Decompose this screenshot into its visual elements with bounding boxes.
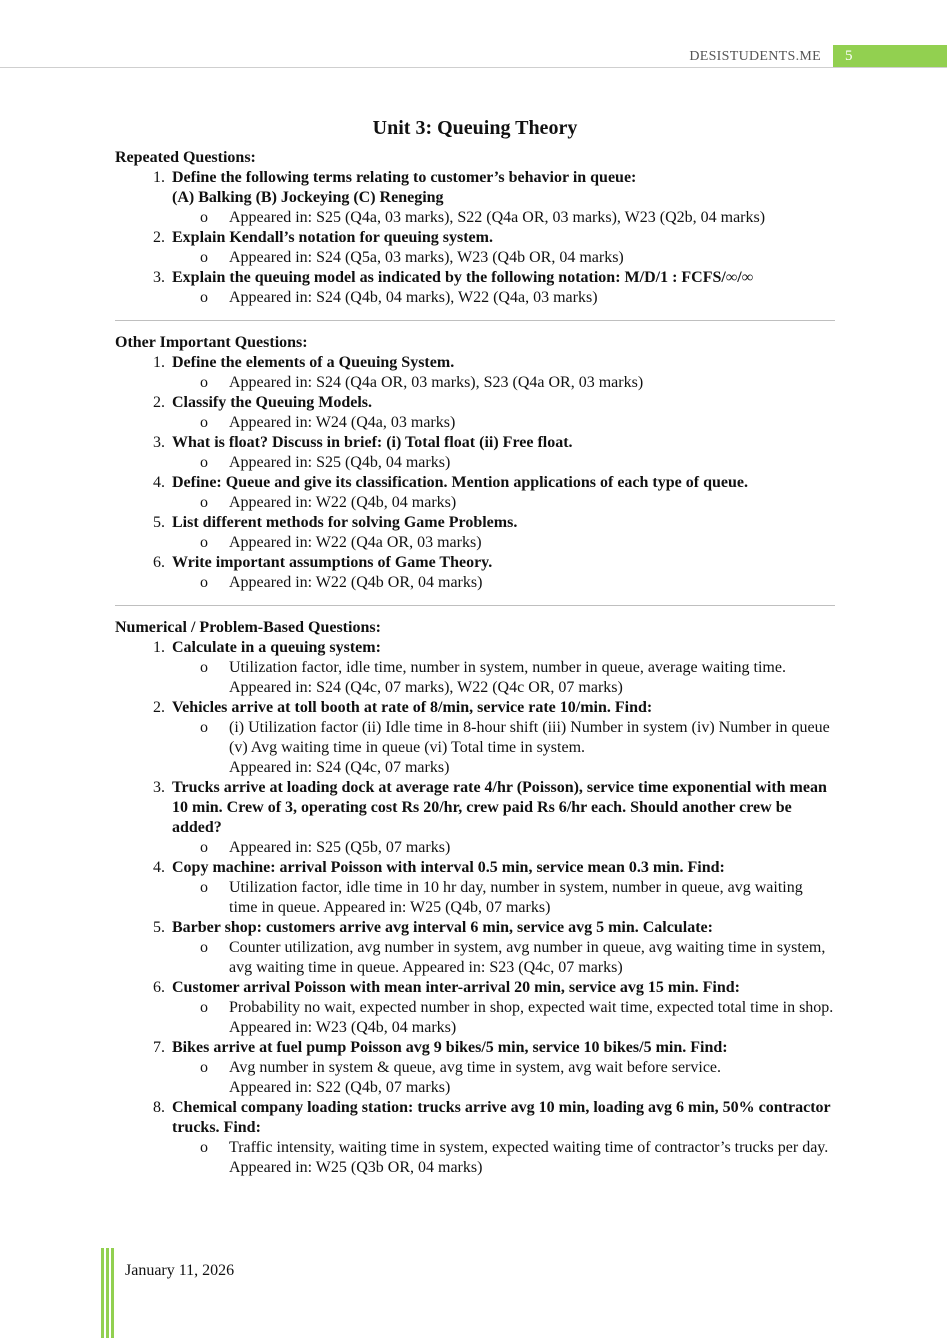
- appearance-note: [172, 658, 835, 678]
- bullet-marker: o: [200, 939, 208, 956]
- question-line: Bikes arrive at fuel pump Poisson avg 9 bikes/5 min, service 10 bikes/5 min. Find:: [172, 1039, 728, 1056]
- question-number: 1.: [153, 354, 165, 371]
- bullet-marker: o: [200, 879, 208, 896]
- appearance-text: Appeared in: S24 (Q4c, 07 marks), W22 (Q4c OR, 07 marks): [229, 679, 623, 696]
- question-text: [165, 228, 493, 248]
- question-item: [115, 393, 835, 413]
- section-divider: [115, 320, 835, 321]
- question-text: [165, 433, 573, 453]
- question-number: 3.: [153, 269, 165, 286]
- question-line: Write important assumptions of Game Theory.: [172, 554, 493, 571]
- question-line: Classify the Queuing Models.: [172, 394, 373, 411]
- footer-date: January 11, 2026: [125, 1262, 235, 1279]
- question-item: [115, 638, 835, 658]
- question-item: [115, 1038, 835, 1058]
- appearance-note: [172, 938, 835, 978]
- appearance-text: Appeared in: S25 (Q5b, 07 marks): [229, 839, 451, 856]
- appearance-text: (i) Utilization factor (ii) Idle time in 8-hour shift (iii) Number in system (iv) Number in queue (v) Avg waiting time in queue (vi) Total time in system.: [229, 719, 830, 756]
- question-line: What is float? Discuss in brief: (i) Total float (ii) Free float.: [172, 434, 573, 451]
- appearance-text: Utilization factor, idle time in 10 hr day, number in system, number in queue, avg waiting time in queue. Appeared in: W25 (Q4b, 07 marks): [229, 879, 803, 916]
- question-text: [165, 1098, 835, 1138]
- bullet-marker: o: [200, 534, 208, 551]
- question-line: Explain the queuing model as indicated by the following notation: M/D/1 : FCFS/∞/∞: [172, 269, 754, 286]
- question-item: [115, 513, 835, 533]
- bullet-marker: o: [200, 289, 208, 306]
- document-body: [115, 115, 835, 1178]
- question-text: [165, 778, 835, 838]
- question-item: [115, 553, 835, 573]
- appearance-note: [172, 758, 835, 778]
- appearance-note: [172, 1058, 835, 1078]
- footer-decoration: [101, 1248, 115, 1338]
- bullet-marker: o: [200, 209, 208, 226]
- question-number: 1.: [153, 639, 165, 656]
- question-number: 1.: [153, 169, 165, 186]
- appearance-note: [172, 373, 835, 393]
- header-divider: [0, 67, 947, 68]
- question-line: Barber shop: customers arrive avg interval 6 min, service avg 5 min. Calculate:: [172, 919, 713, 936]
- question-item: [115, 268, 835, 288]
- appearance-note: [172, 453, 835, 473]
- bullet-marker: o: [200, 839, 208, 856]
- question-item: [115, 1098, 835, 1138]
- question-number: 2.: [153, 229, 165, 246]
- section-heading: Numerical / Problem-Based Questions:: [115, 619, 381, 636]
- appearance-text: Utilization factor, idle time, number in system, number in queue, average waiting time.: [229, 659, 786, 676]
- question-item: [115, 228, 835, 248]
- question-item: [115, 353, 835, 373]
- appearance-note: [172, 533, 835, 553]
- question-text: [165, 698, 652, 718]
- section-heading: Repeated Questions:: [115, 149, 256, 166]
- question-item: [115, 778, 835, 838]
- appearance-text: Appeared in: W22 (Q4b, 04 marks): [229, 494, 457, 511]
- appearance-text: Appeared in: S24 (Q4a OR, 03 marks), S23 (Q4a OR, 03 marks): [229, 374, 644, 391]
- question-item: [115, 918, 835, 938]
- appearance-note: [172, 998, 835, 1038]
- appearance-note: [172, 838, 835, 858]
- bullet-marker: o: [200, 414, 208, 431]
- appearance-text: Appeared in: S24 (Q4c, 07 marks): [229, 759, 450, 776]
- appearance-note: [172, 493, 835, 513]
- question-line: Vehicles arrive at toll booth at rate of 8/min, service rate 10/min. Find:: [172, 699, 653, 716]
- question-text: [165, 553, 492, 573]
- section-heading: Other Important Questions:: [115, 334, 308, 351]
- question-number: 6.: [153, 979, 165, 996]
- bullet-marker: o: [200, 1059, 208, 1076]
- appearance-text: Appeared in: S22 (Q4b, 07 marks): [229, 1079, 451, 1096]
- question-line: Define: Queue and give its classification. Mention applications of each type of queue.: [172, 474, 748, 491]
- appearance-text: Appeared in: S24 (Q4b, 04 marks), W22 (Q4a, 03 marks): [229, 289, 598, 306]
- appearance-text: Probability no wait, expected number in shop, expected wait time, expected total time in shop. Appeared in: W23 (Q4b, 04 marks): [229, 999, 834, 1036]
- question-number: 4.: [153, 859, 165, 876]
- question-number: 8.: [153, 1099, 165, 1116]
- question-text: [165, 353, 454, 373]
- bullet-marker: o: [200, 374, 208, 391]
- appearance-text: Appeared in: S25 (Q4b, 04 marks): [229, 454, 451, 471]
- question-number: 6.: [153, 554, 165, 571]
- page-title: Unit 3: Queuing Theory: [372, 117, 578, 139]
- question-item: [115, 433, 835, 453]
- appearance-text: Counter utilization, avg number in system, avg number in queue, avg waiting time in system, avg waiting time in queue. Appeared in: S23 (Q4c, 07 marks): [229, 939, 826, 976]
- appearance-text: Traffic intensity, waiting time in system, expected waiting time of contractor’s trucks per day.: [229, 1139, 829, 1156]
- appearance-note: [172, 573, 835, 593]
- bullet-marker: o: [200, 719, 208, 736]
- question-text: [165, 978, 740, 998]
- question-item: [115, 168, 835, 208]
- appearance-note: [172, 1158, 835, 1178]
- question-line: Trucks arrive at loading dock at average rate 4/hr (Poisson), service time exponential with mean 10 min. Crew of 3, operating cost Rs 20/hr, crew paid Rs 6/hr each. Should another crew be added?: [172, 779, 827, 836]
- question-number: 4.: [153, 474, 165, 491]
- question-number: 5.: [153, 919, 165, 936]
- bullet-marker: o: [200, 574, 208, 591]
- bullet-marker: [172, 1158, 229, 1178]
- appearance-note: [172, 678, 835, 698]
- question-number: 5.: [153, 514, 165, 531]
- bullet-marker: o: [200, 494, 208, 511]
- question-number: 3.: [153, 434, 165, 451]
- question-line: Customer arrival Poisson with mean inter-arrival 20 min, service avg 15 min. Find:: [172, 979, 740, 996]
- question-number: 2.: [153, 394, 165, 411]
- question-text: [165, 268, 753, 288]
- question-number: 2.: [153, 699, 165, 716]
- bullet-marker: [172, 1078, 229, 1098]
- appearance-note: [172, 1138, 835, 1158]
- appearance-text: Appeared in: W22 (Q4a OR, 03 marks): [229, 534, 482, 551]
- question-line: Copy machine: arrival Poisson with interval 0.5 min, service mean 0.3 min. Find:: [172, 859, 725, 876]
- appearance-note: [172, 248, 835, 268]
- appearance-note: [172, 1078, 835, 1098]
- question-line: Define the elements of a Queuing System.: [172, 354, 455, 371]
- appearance-text: Appeared in: S25 (Q4a, 03 marks), S22 (Q4a OR, 03 marks), W23 (Q2b, 04 marks): [229, 209, 766, 226]
- site-name: DESISTUDENTS.ME: [689, 49, 821, 64]
- appearance-note: [172, 718, 835, 758]
- question-item: [115, 698, 835, 718]
- question-line: List different methods for solving Game Problems.: [172, 514, 518, 531]
- bullet-marker: o: [200, 454, 208, 471]
- appearance-text: Appeared in: S24 (Q5a, 03 marks), W23 (Q4b OR, 04 marks): [229, 249, 624, 266]
- bullet-marker: o: [200, 249, 208, 266]
- appearance-text: Appeared in: W24 (Q4a, 03 marks): [229, 414, 456, 431]
- question-text: [165, 473, 748, 493]
- page-number: 5: [833, 45, 947, 67]
- appearance-text: Appeared in: W22 (Q4b OR, 04 marks): [229, 574, 483, 591]
- question-number: 7.: [153, 1039, 165, 1056]
- question-number: 3.: [153, 779, 165, 796]
- question-item: [115, 978, 835, 998]
- question-line: (A) Balking (B) Jockeying (C) Reneging: [172, 189, 444, 206]
- question-text: [165, 638, 381, 658]
- question-item: [115, 858, 835, 878]
- bullet-marker: o: [200, 659, 208, 676]
- question-line: Chemical company loading station: trucks arrive avg 10 min, loading avg 6 min, 50% contractor trucks. Find:: [172, 1099, 831, 1136]
- bullet-marker: [172, 678, 229, 698]
- appearance-text: Appeared in: W25 (Q3b OR, 04 marks): [229, 1159, 483, 1176]
- bullet-marker: [172, 758, 229, 778]
- question-text: [165, 393, 372, 413]
- question-text: [165, 1038, 728, 1058]
- section-divider: [115, 605, 835, 606]
- appearance-text: Avg number in system & queue, avg time in system, avg wait before service.: [229, 1059, 722, 1076]
- question-text: [165, 858, 725, 878]
- appearance-note: [172, 878, 835, 918]
- question-line: Define the following terms relating to customer’s behavior in queue:: [172, 169, 637, 186]
- appearance-note: [172, 288, 835, 308]
- bullet-marker: o: [200, 1139, 208, 1156]
- appearance-note: [172, 208, 835, 228]
- question-item: [115, 473, 835, 493]
- question-line: Explain Kendall’s notation for queuing system.: [172, 229, 493, 246]
- question-text: [165, 918, 713, 938]
- appearance-note: [172, 413, 835, 433]
- question-text: [165, 513, 517, 533]
- bullet-marker: o: [200, 999, 208, 1016]
- question-line: Calculate in a queuing system:: [172, 639, 381, 656]
- question-text: [165, 168, 636, 208]
